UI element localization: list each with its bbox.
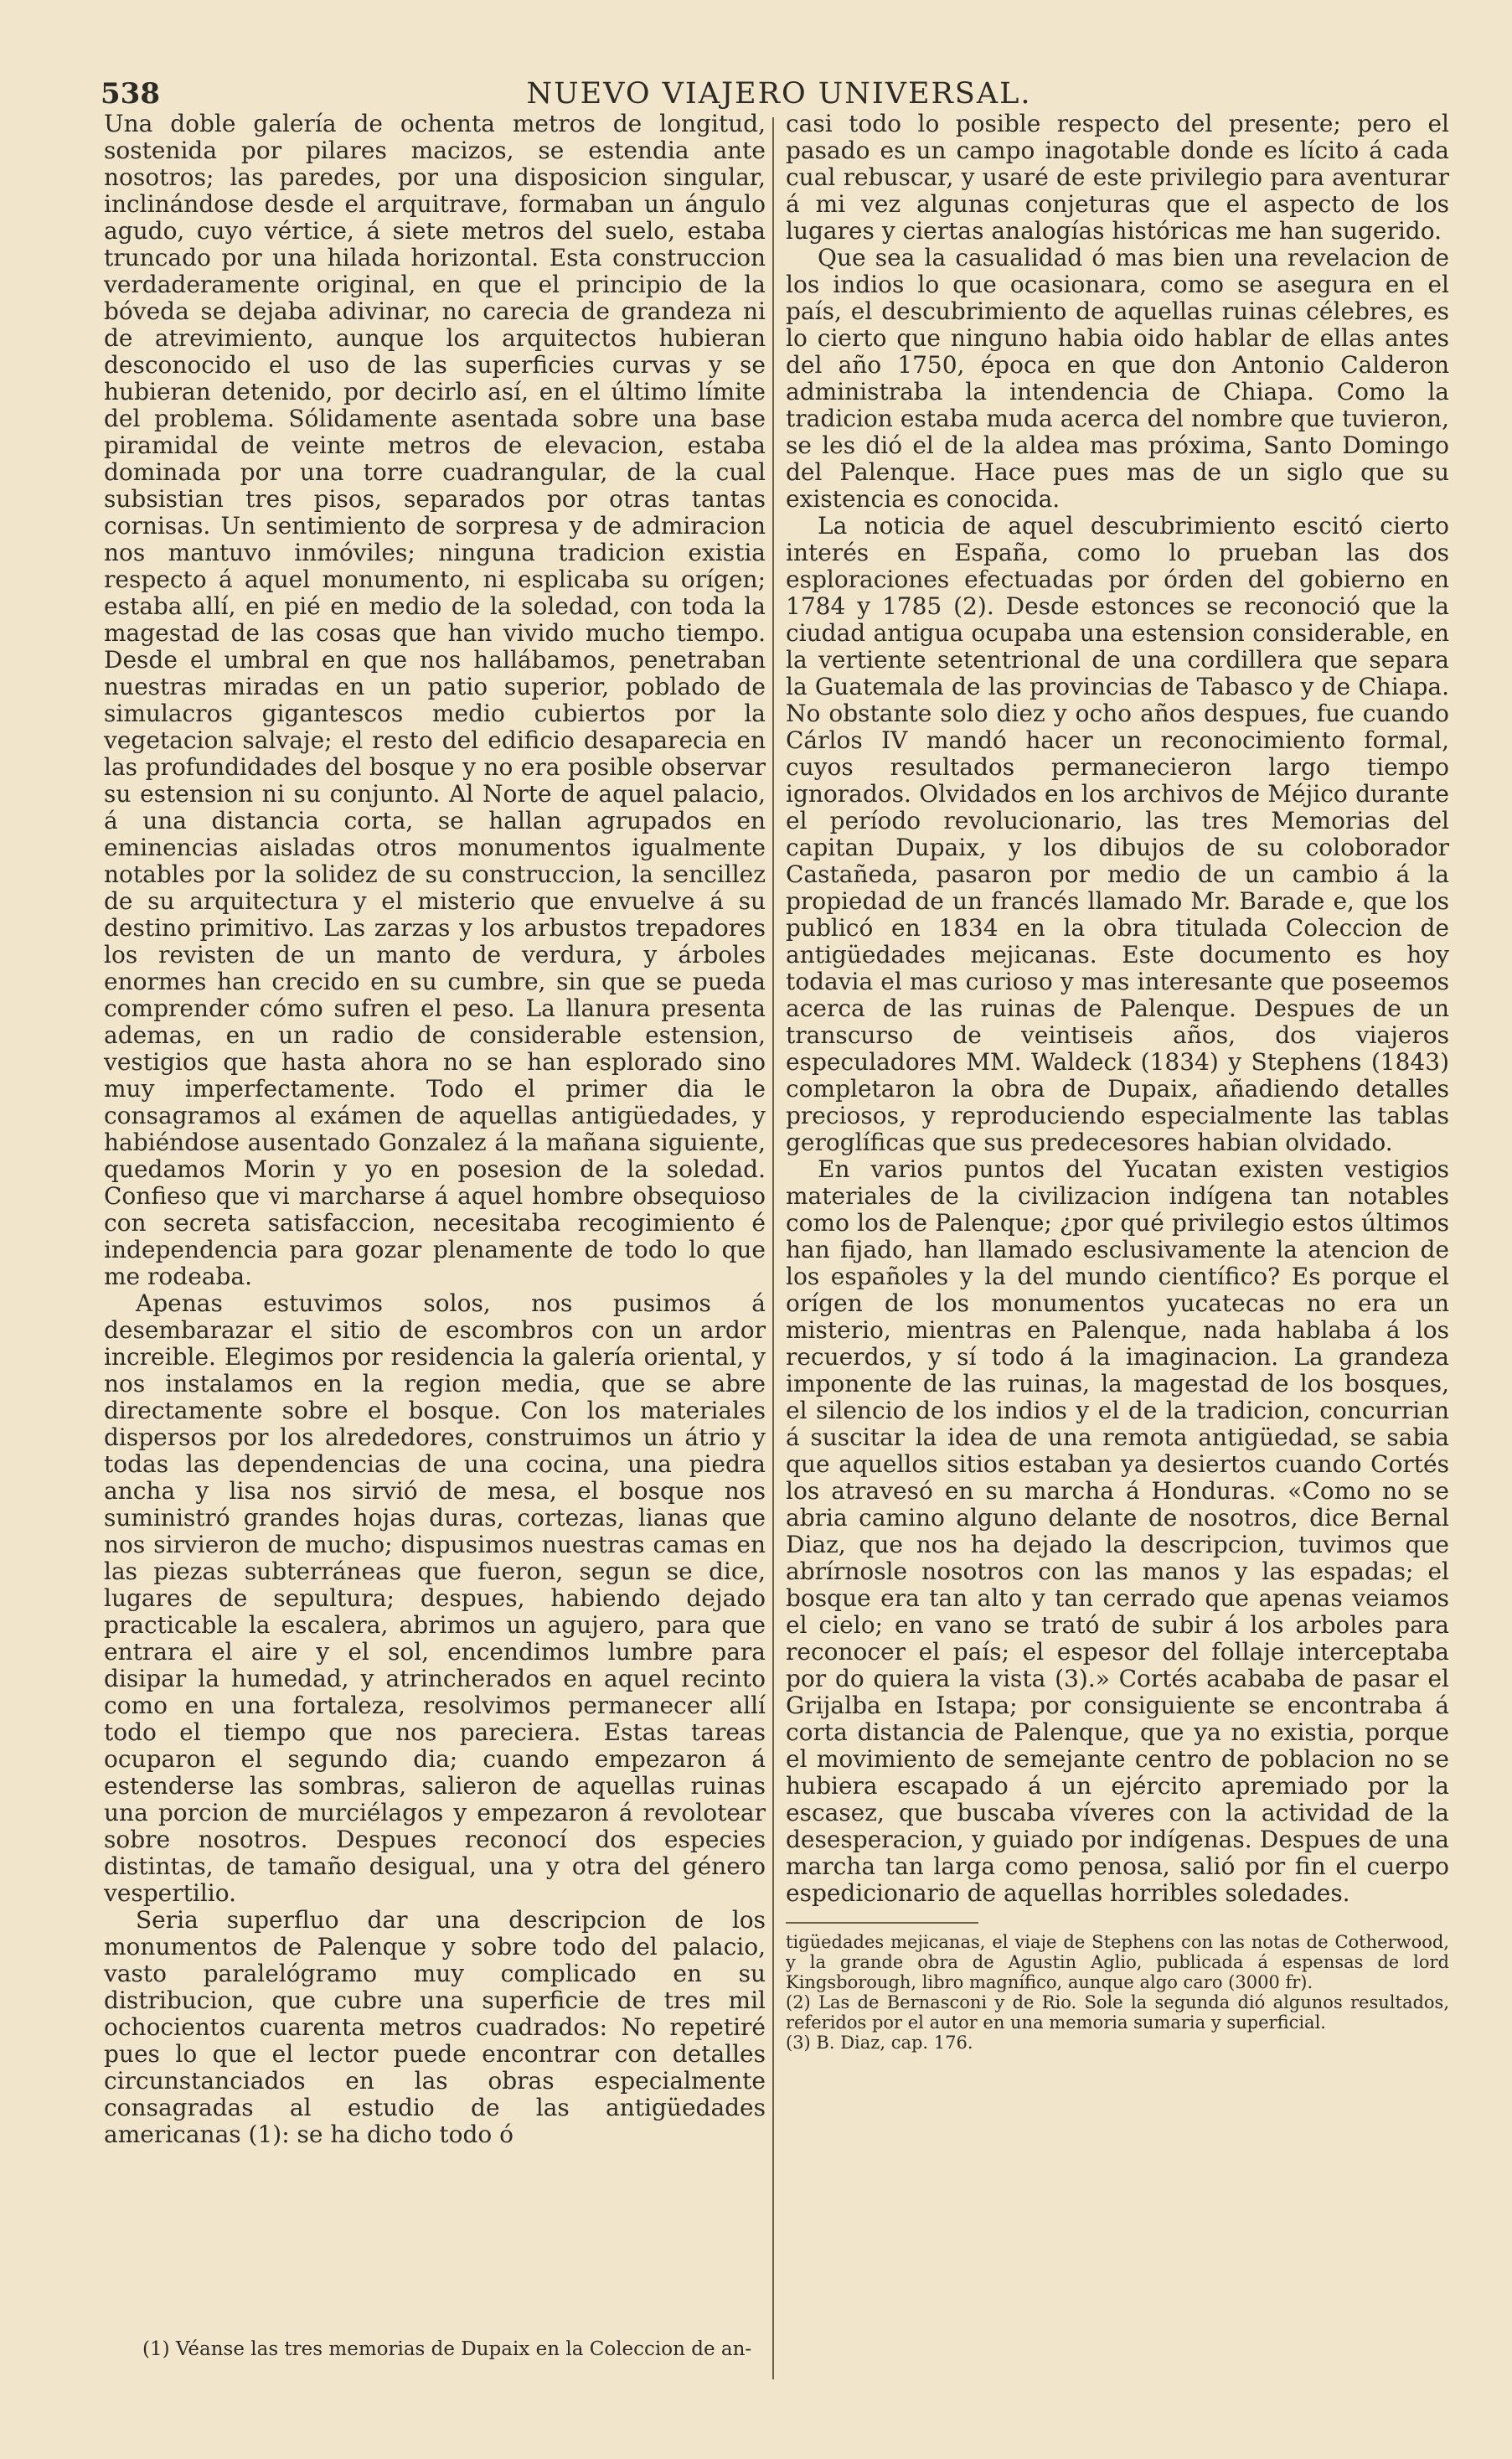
paragraph: Apenas estuvimos solos, nos pusimos á desembarazar el sitio de escombros con un ardor increible. Elegimos por residencia la galería oriental, y nos instalamos en la region media, que se abre directamente sobre el bosque. Con los materiales dispersos por los alrededores, construimos un átrio y todas las dependencias de una cocina, una piedra ancha y lisa nos sirvió de mesa, el bosque nos suministró grandes hojas duras, cortezas, lianas que nos sirvieron de mucho; dispusimos nuestras camas en las piezas subterráneas que fueron, segun se dice, lugares de sepultura; despues, habiendo dejado practicable la escalera, abrimos un agujero, para que entrara el aire y el sol, encendimos lumbre para disipar la humedad, y atrincherados en aquel recinto como en una fortaleza, resolvimos permanecer allí todo el tiempo que nos pareciera. Estas tareas ocuparon el segundo dia; cuando empezaron á estenderse las sombras, salieron de aquellas ruinas una porcion de murciélagos y empezaron á revolotear sobre nosotros. Despues reconocí dos especies distintas, de tamaño desigual, una y otra del género vespertilio. — [104, 1289, 766, 1907]
left-column — [104, 111, 766, 2148]
page-header — [101, 77, 1458, 114]
footnote: (2) Las de Bernasconi y de Rio. Sole la segunda dió algunos resultados, referidos por el autor en una memoria sumaria y superficial. — [786, 1992, 1449, 2033]
column-divider — [772, 117, 774, 2379]
page-number: 538 — [101, 77, 160, 111]
right-column — [786, 111, 1449, 2053]
running-title: NUEVO VIAJERO UNIVERSAL. — [526, 77, 1032, 111]
footnote: (1) Véanse las tres memorias de Dupaix en la Coleccion de an- — [142, 2338, 752, 2360]
footnote: (3) B. Diaz, cap. 176. — [786, 2033, 973, 2053]
paragraph: En varios puntos del Yucatan existen vestigios materiales de la civilizacion indígena tan notables como los de Palenque; ¿por qué privilegio estos últimos han fijado, han llamado esclusivamente la atencion de los españoles y la del mundo científico? Es porque el orígen de los monumentos yucatecas no era un misterio, mientras en Palenque, nada hablaba á los recuerdos, y sí todo á la imaginacion. La grandeza imponente de las ruinas, la magestad de los bosques, el silencio de los indios y el de la tradicion, concurrian á suscitar la idea de una remota antigüedad, se sabia que aquellos sitios estaban ya desiertos cuando Cortés los atravesó en su marcha á Honduras. «Como no se abria camino alguno delante de nosotros, dice Bernal Diaz, que nos ha dejado la descripcion, tuvimos que abrírnosle nosotros con las manos y las espadas; el bosque era tan alto y tan cerrado que apenas veiamos el cielo; en vano se trató de subir á los arboles para reconocer el país; el espesor del follaje interceptaba por do quiera la vista (3).» Cortés acababa de pasar el Grijalba en Istapa; por consiguiente se encontraba á corta distancia de Palenque, que ya no existia, porque el movimiento de semejante centro de poblacion no se hubiera escapado á un ejército apremiado por la escasez, que buscaba víveres con la actividad de la desesperacion, y guiado por indígenas. Despues de una marcha tan larga como penosa, salió por fin el cuerpo espedicionario de aquellas horribles soledades. — [786, 1155, 1449, 1907]
paragraph: Que sea la casualidad ó mas bien una revelacion de los indios lo que ocasionara, como se asegura en el país, el descubrimiento de aquellas ruinas célebres, es lo cierto que ninguno habia oido hablar de ellas antes del año 1750, época en que don Antonio Calderon administraba la intendencia de Chiapa. Como la tradicion estaba muda acerca del nombre que tuvieron, se les dió el de la aldea mas próxima, Santo Domingo del Palenque. Hace pues mas de un siglo que su existencia es conocida. — [786, 244, 1449, 513]
footnote: tigüedades mejicanas, el viaje de Stephens con las notas de Cotherwood, y la grande obra de Agustin Aglio, publicada á espensas de lord Kingsborough, libro magnífico, aunque algo caro (3000 fr). — [786, 1932, 1449, 1992]
paragraph: Seria superfluo dar una descripcion de los monumentos de Palenque y sobre todo del palacio, vasto paralelógramo muy complicado en su distribucion, que cubre una superficie de tres mil ochocientos cuarenta metros cuadrados: No repetiré pues lo que el lector puede encontrar con detalles circunstanciados en las obras especialmente consagradas al estudio de las antigüedades americanas (1): se ha dicho todo ó — [104, 1906, 766, 2148]
footnote-rule — [786, 1922, 978, 1924]
paragraph: La noticia de aquel descubrimiento escitó cierto interés en España, como lo prueban las dos esploraciones efectuadas por órden del gobierno en 1784 y 1785 (2). Desde estonces se reconoció que la ciudad antigua ocupaba una estension considerable, en la vertiente setentrional de una cordillera que separa la Guatemala de las provincias de Tabasco y de Chiapa. No obstante solo diez y ocho años despues, fue cuando Cárlos IV mandó hacer un reconocimiento formal, cuyos resultados permanecieron largo tiempo ignorados. Olvidados en los archivos de Méjico durante el período revolucionario, las tres Memorias del capitan Dupaix, y los dibujos de su coloborador Castañeda, pasaron por medio de un cambio á la propiedad de un francés llamado Mr. Barade e, que los publicó en 1834 en la obra titulada Coleccion de antigüedades mejicanas. Este documento es hoy todavia el mas curioso y mas interesante que poseemos acerca de las ruinas de Palenque. Despues de un transcurso de veintiseis años, dos viajeros especuladores MM. Waldeck (1834) y Stephens (1843) completaron la obra de Dupaix, añadiendo detalles preciosos, y reproduciendo especialmente las tablas geroglíficas que sus predecesores habian olvidado. — [786, 512, 1449, 1156]
paragraph: Una doble galería de ochenta metros de longitud, sostenida por pilares macizos, se estendia ante nosotros; las paredes, por una disposicion singular, inclinándose desde el arquitrave, formaban un ángulo agudo, cuyo vértice, á siete metros del suelo, estaba truncado por una hilada horizontal. Esta construccion verdaderamente original, en que el principio de la bóveda se dejaba adivinar, no carecia de grandeza ni de atrevimiento, aunque los arquitectos hubieran desconocido el uso de las superficies curvas y se hubieran detenido, por decirlo así, en el último límite del problema. Sólidamente asentada sobre una base piramidal de veinte metros de elevacion, estaba dominada por una torre cuadrangular, de la cual subsistian tres pisos, separados por otras tantas cornisas. Un sentimiento de sorpresa y de admiracion nos mantuvo inmóviles; ninguna tradicion existia respecto á aquel monumento, ni esplicaba su orígen; estaba allí, en pié en medio de la soledad, con toda la magestad de las cosas que han vivido mucho tiempo. Desde el umbral en que nos hallábamos, penetraban nuestras miradas en un patio superior, poblado de simulacros gigantescos medio cubiertos por la vegetacion salvaje; el resto del edificio desaparecia en las profundidades del bosque y no era posible observar su estension ni su conjunto. Al Norte de aquel palacio, á una distancia corta, se hallan agrupados en eminencias aisladas otros monumentos igualmente notables por la solidez de su construccion, la sencillez de su arquitectura y el misterio que envuelve á su destino primitivo. Las zarzas y los arbustos trepadores los revisten de un manto de verdura, y árboles enormes han crecido en su cumbre, sin que se pueda comprender cómo sufren el peso. La llanura presenta ademas, en un radio de considerable estension, vestigios que hasta ahora no se han esplorado sino muy imperfectamente. Todo el primer dia le consagramos al exámen de aquellas antigüedades, y habiéndose ausentado Gonzalez á la mañana siguiente, quedamos Morin y yo en posesion de la soledad. Confieso que vi marcharse á aquel hombre obsequioso con secreta satisfaccion, necesitaba recogimiento é independencia para gozar plenamente de todo lo que me rodeaba. — [104, 110, 766, 1290]
paragraph: casi todo lo posible respecto del presente; pero el pasado es un campo inagotable donde es lícito á cada cual rebuscar, y usaré de este privilegio para aventurar á mi vez algunas conjeturas que el aspecto de los lugares y ciertas analogías históricas me han sugerido. — [786, 110, 1449, 245]
